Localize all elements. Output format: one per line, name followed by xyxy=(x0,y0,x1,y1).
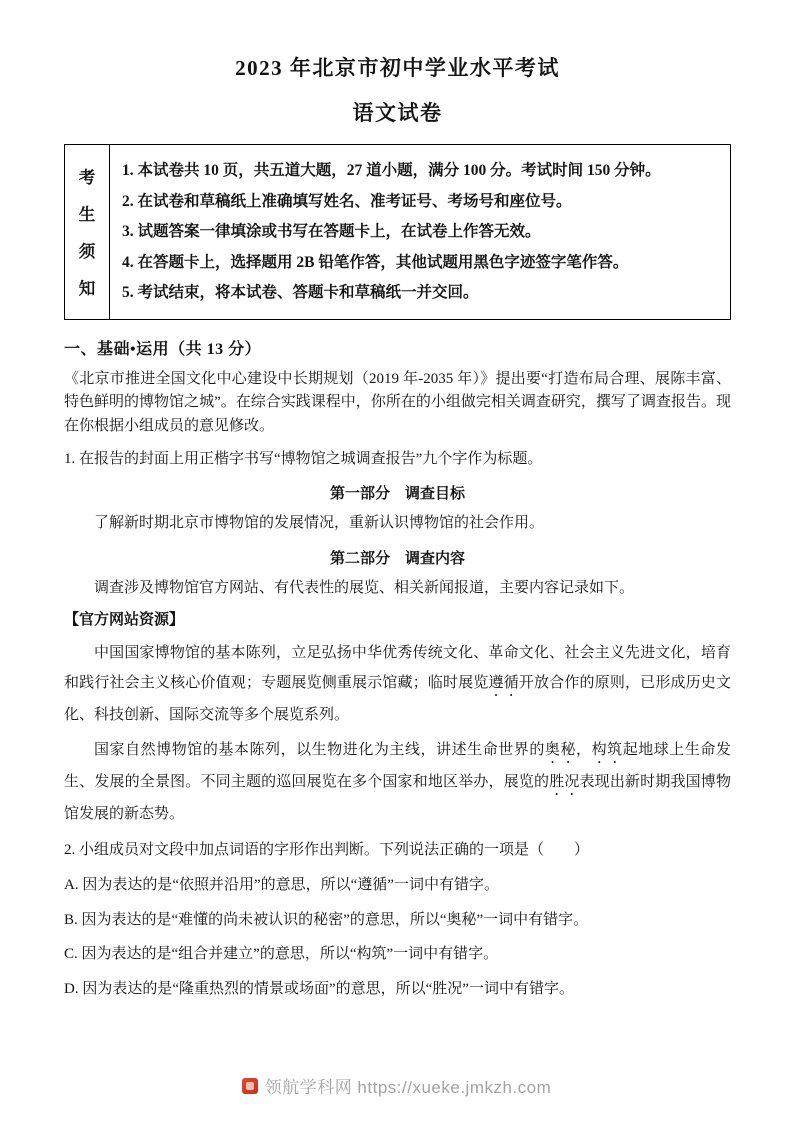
notice-item-1: 1. 本试卷共 10 页，共五道大题，27 道小题，满分 100 分。考试时间 150 分钟。 xyxy=(122,162,661,179)
choice-c: C. 因为表达的是“组合并建立”的意思，所以“构筑”一词中有错字。 xyxy=(64,946,499,963)
candidate-notice-box xyxy=(64,144,731,320)
text-segment: 国家自然博物馆的基本陈列，以生物进化为主线，讲述生命世界的 xyxy=(94,741,545,758)
page-subtitle: 语文试卷 xyxy=(352,101,443,125)
watermark-text: 领航学科网 https://xueke.jmkzh.com xyxy=(264,1078,552,1097)
text-segment: 中国国家博物馆的基本陈列，立足弘扬中华优秀传统文化、革命文化、社会主义先进文化，培育和践行社会主义核心价值观；专题展览侧重展示馆藏；临时展览 xyxy=(64,644,731,691)
question-1: 1. 在报告的封面上用正楷字书写“博物馆之城调查报告”九个字作为标题。 xyxy=(64,451,543,468)
notice-label-column xyxy=(65,145,110,319)
page-title: 2023 年北京市初中学业水平考试 xyxy=(235,56,560,80)
part-1-heading: 第一部分 调查目标 xyxy=(329,486,465,503)
part-2-heading: 第二部分 调查内容 xyxy=(329,550,465,567)
notice-label-char: 须 xyxy=(78,242,96,262)
paragraph-nature-museum xyxy=(64,735,731,829)
intro-paragraph: 《北京市推进全国文化中心建设中长期规划（2019 年-2035 年）》提出要“打造布局合理、展陈丰富、特色鲜明的博物馆之城”。在综合实践课程中，你所在的小组做完相关调查研究，撰写了调查报告。现在你根据小组成员的意见修改。 xyxy=(64,370,731,434)
text-segment: ， xyxy=(576,741,592,758)
notice-label-char: 考 xyxy=(78,168,96,188)
notice-label-char: 知 xyxy=(78,279,96,299)
text-segment: 起地球上生命发生、发展的全景图。不同主题的巡回展览在多个国家和地区举办，展览的 xyxy=(64,741,731,790)
text-segment: 表现出新时期我国博物馆发展的新态势。 xyxy=(64,773,731,822)
part-1-body: 了解新时期北京市博物馆的发展情况，重新认识博物馆的社会作用。 xyxy=(94,515,545,532)
choice-b: B. 因为表达的是“难懂的尚未被认识的秘密”的意思，所以“奥秘”一词中有错字。 xyxy=(64,911,589,928)
footer-watermark xyxy=(0,1073,793,1098)
notice-item-3: 3. 试题答案一律填涂或书写在答题卡上，在试卷上作答无效。 xyxy=(122,223,541,241)
dotted-word-gouzhu: 构筑 xyxy=(591,741,623,758)
section-1-heading: 一、基础•运用（共 13 分） xyxy=(64,340,262,358)
notice-item-4: 4. 在答题卡上，选择题用 2B 铅笔作答，其他试题用黑色字迹签字笔作答。 xyxy=(122,253,629,271)
dotted-word-aomi: 奥秘 xyxy=(544,741,577,758)
dotted-word-shengkuang: 胜况 xyxy=(549,773,580,790)
choice-d: D. 因为表达的是“隆重热烈的情景或场面”的意思，所以“胜况”一词中有错字。 xyxy=(64,980,574,997)
part-2-body: 调查涉及博物馆官方网站、有代表性的展览、相关新闻报道，主要内容记录如下。 xyxy=(94,579,635,596)
choice-a: A. 因为表达的是“依照并沿用”的意思，所以“遵循”一词中有错字。 xyxy=(64,877,499,894)
text-segment: 开放合作的原则，已形成历史文化、科技创新、国际交流等多个展览系列。 xyxy=(64,674,731,723)
paragraph-national-museum xyxy=(64,638,731,730)
notice-item-5: 5. 考试结束，将本试卷、答题卡和草稿纸一并交回。 xyxy=(122,284,479,302)
site-logo-icon xyxy=(242,1078,258,1094)
question-2-choices xyxy=(64,874,731,1000)
notice-item-2: 2. 在试卷和草稿纸上准确填写姓名、准考证号、考场号和座位号。 xyxy=(122,192,572,210)
dotted-word-zunxun: 遵循 xyxy=(488,674,519,691)
official-website-resources-heading: 【官方网站资源】 xyxy=(64,612,185,629)
notice-items xyxy=(110,145,730,319)
question-2: 2. 小组成员对文段中加点词语的字形作出判断。下列说法正确的一项是（ ） xyxy=(64,841,590,858)
notice-label-char: 生 xyxy=(78,205,96,225)
